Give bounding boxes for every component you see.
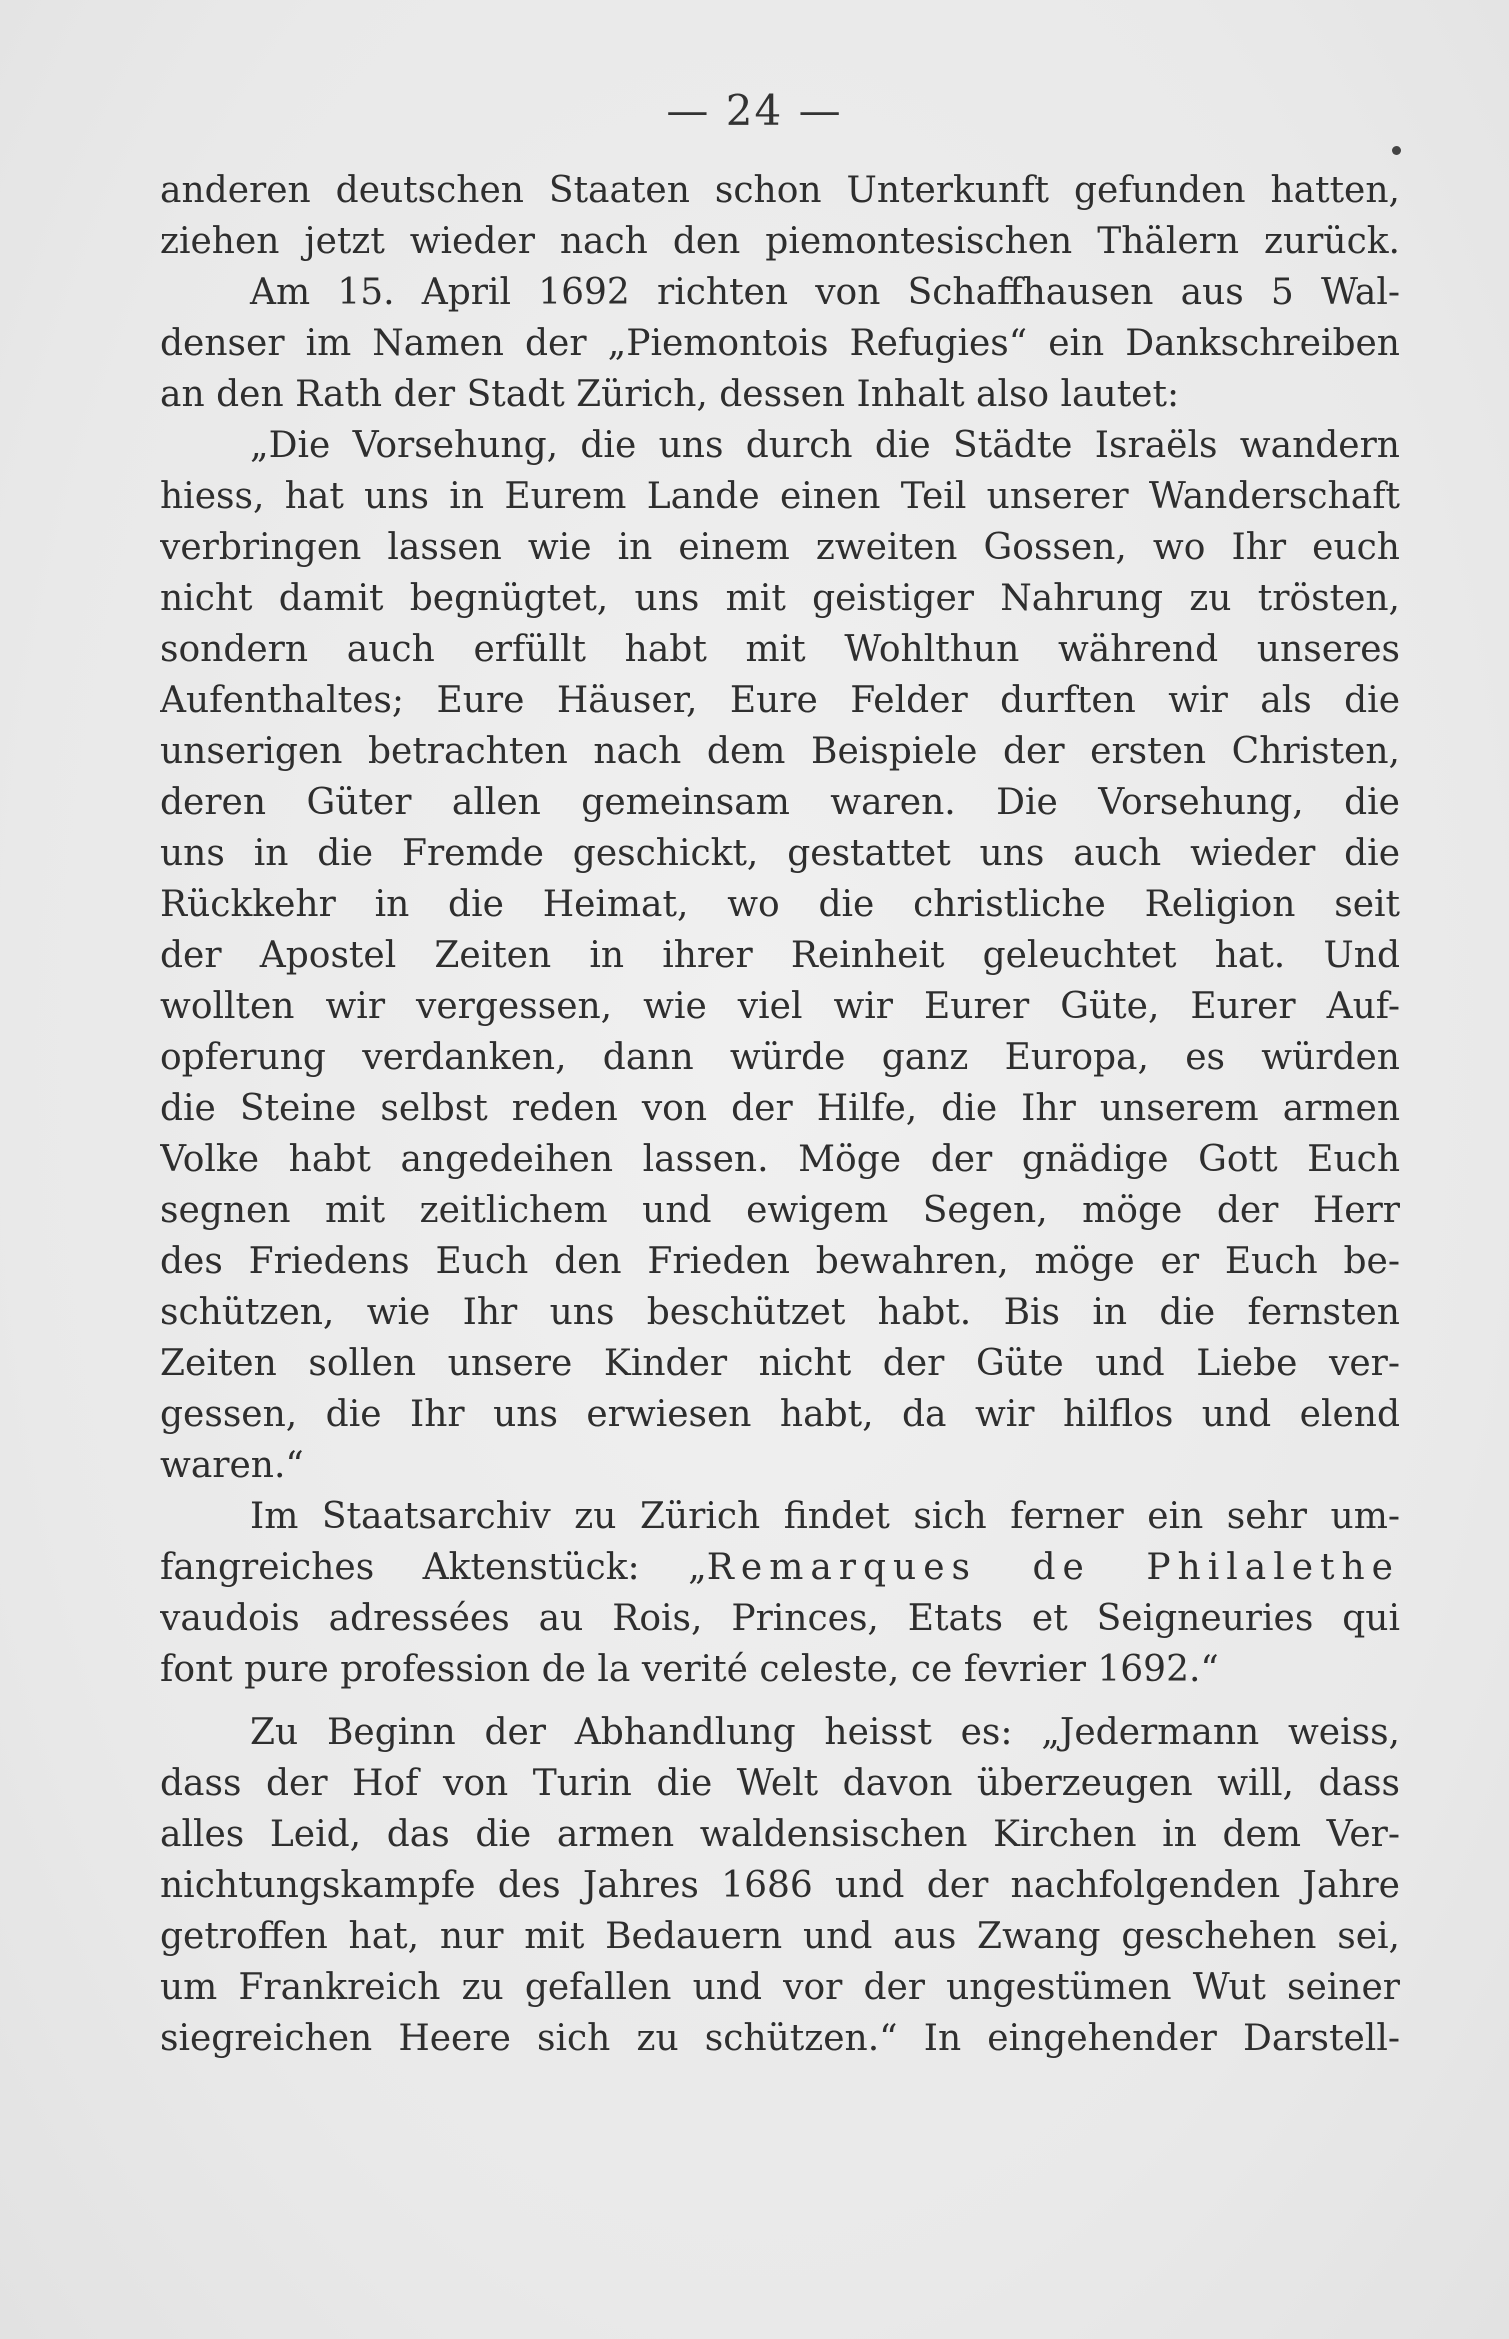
text-line: Zu Beginn der Abhandlung heisst es: „Jedermann weiss, [250, 1712, 1400, 1753]
text-line: an den Rath der Stadt Zürich, dessen Inhalt also lautet: [160, 374, 1180, 415]
text-line: font pure profession de la verité celeste, ce fevrier 1692.“ [160, 1649, 1219, 1690]
text-line: uns in die Fremde geschickt, gestattet uns auch wieder die [160, 833, 1400, 874]
text-line: Aufenthaltes; Eure Häuser, Eure Felder durften wir als die [160, 680, 1400, 721]
text-line: „Die Vorsehung, die uns durch die Städte Israëls wandern [250, 425, 1400, 466]
text-line: des Friedens Euch den Frieden bewahren, möge er Euch be- [160, 1241, 1400, 1282]
text-line: die Steine selbst reden von der Hilfe, die Ihr unserem armen [160, 1088, 1400, 1129]
text-line: alles Leid, das die armen waldensischen Kirchen in dem Ver- [160, 1814, 1400, 1855]
text-line: schützen, wie Ihr uns beschützet habt. Bis in die fernsten [160, 1292, 1400, 1333]
text-line: wollten wir vergessen, wie viel wir Eurer Güte, Eurer Auf- [160, 986, 1400, 1027]
text-line: deren Güter allen gemeinsam waren. Die Vorsehung, die [160, 782, 1400, 823]
text-line: unserigen betrachten nach dem Beispiele der ersten Christen, [160, 731, 1400, 772]
text-line: nicht damit begnügtet, uns mit geistiger Nahrung zu trösten, [160, 578, 1400, 619]
text-line: Rückkehr in die Heimat, wo die christliche Religion seit [160, 884, 1400, 925]
page-number: — 24 — [666, 86, 843, 135]
text-line: hiess, hat uns in Eurem Lande einen Teil unserer Wanderschaft [160, 476, 1400, 517]
text-line: Im Staatsarchiv zu Zürich findet sich ferner ein sehr um- [250, 1496, 1400, 1537]
body-text [160, 165, 1400, 2064]
text-line: Am 15. April 1692 richten von Schaffhausen aus 5 Wal- [250, 272, 1400, 313]
ink-speck [1392, 146, 1401, 155]
text-line: nichtungskampfe des Jahres 1686 und der nachfolgenden Jahre [160, 1865, 1400, 1906]
text-line: opferung verdanken, dann würde ganz Europa, es würden [160, 1037, 1400, 1078]
text-line: verbringen lassen wie in einem zweiten Gossen, wo Ihr euch [160, 527, 1400, 568]
text-line: sondern auch erfüllt habt mit Wohlthun während unseres [160, 629, 1400, 670]
text-line: der Apostel Zeiten in ihrer Reinheit geleuchtet hat. Und [160, 935, 1400, 976]
text-line: waren.“ [160, 1445, 304, 1486]
text-line: getroffen hat, nur mit Bedauern und aus Zwang geschehen sei, [160, 1916, 1400, 1957]
spaced-title: Remarques de Philalethe [706, 1547, 1400, 1588]
text-line: Zeiten sollen unsere Kinder nicht der Güte und Liebe ver- [160, 1343, 1400, 1384]
text-line: um Frankreich zu gefallen und vor der ungestümen Wut seiner [160, 1967, 1400, 2008]
text-line: vaudois adressées au Rois, Princes, Etats et Seigneuries qui [160, 1598, 1400, 1639]
text-line: siegreichen Heere sich zu schützen.“ In eingehender Darstell- [160, 2018, 1400, 2059]
text-line: anderen deutschen Staaten schon Unterkunft gefunden hatten, [160, 170, 1400, 211]
text-line: fangreiches Aktenstück: „Remarques de Philalethe [160, 1547, 1400, 1588]
text-line: dass der Hof von Turin die Welt davon überzeugen will, dass [160, 1763, 1400, 1804]
text-line: denser im Namen der „Piemontois Refugies“ ein Dankschreiben [160, 323, 1400, 364]
text-line: Volke habt angedeihen lassen. Möge der gnädige Gott Euch [160, 1139, 1400, 1180]
text-line: ziehen jetzt wieder nach den piemontesischen Thälern zurück. [160, 221, 1400, 262]
text-line: segnen mit zeitlichem und ewigem Segen, möge der Herr [160, 1190, 1400, 1231]
text-line: gessen, die Ihr uns erwiesen habt, da wir hilflos und elend [160, 1394, 1400, 1435]
